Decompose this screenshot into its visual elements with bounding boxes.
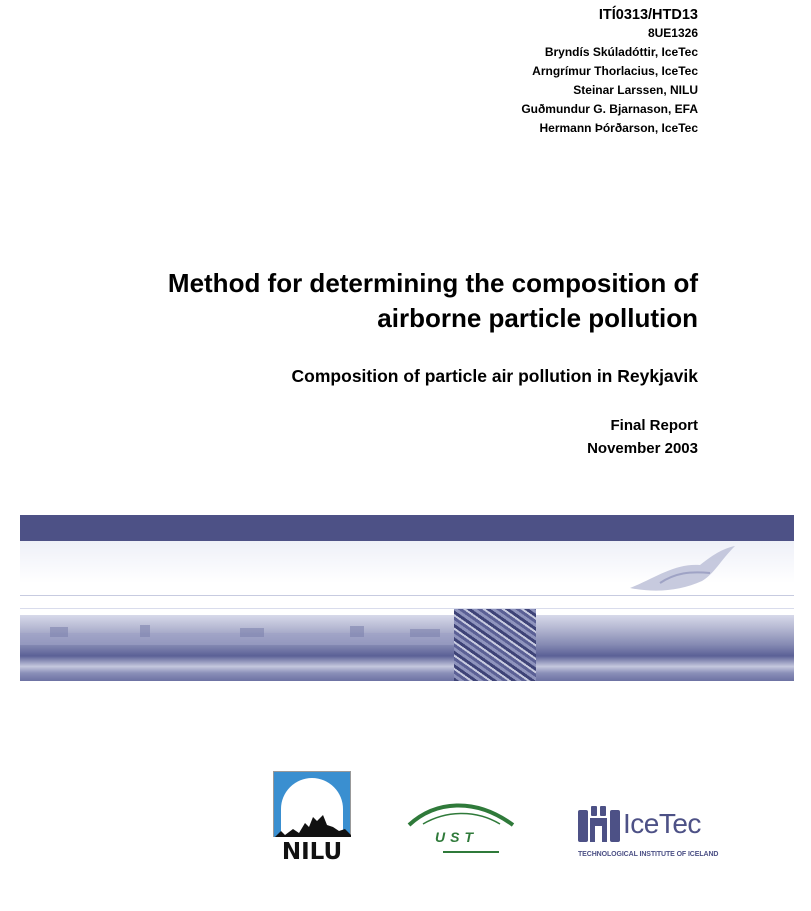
ust-logo-graphic — [405, 795, 517, 860]
author-3: Steinar Larssen, NILU — [573, 83, 698, 97]
author-5: Hermann Þórðarson, IceTec — [539, 121, 698, 135]
banner-texture-image — [454, 609, 536, 681]
report-type: Final Report — [610, 417, 698, 434]
author-4: Guðmundur G. Bjarnason, EFA — [521, 102, 698, 116]
ust-logo-text: UST — [435, 829, 478, 845]
nilu-logo-text: NILU — [273, 837, 351, 867]
report-title-line-1: Method for determining the composition of — [167, 268, 698, 298]
banner-top-bar — [20, 515, 794, 541]
report-date: November 2003 — [587, 440, 698, 457]
author-2: Arngrímur Thorlacius, IceTec — [532, 64, 698, 78]
report-title — [168, 266, 698, 336]
project-code: 8UE1326 — [647, 26, 698, 40]
icetec-logo-mark — [576, 806, 622, 846]
bird-image — [620, 543, 740, 603]
report-id: ITÍ0313/HTD13 — [598, 7, 698, 23]
report-header — [521, 6, 698, 138]
nilu-logo — [273, 771, 351, 867]
author-1: Bryndís Skúladóttir, IceTec — [544, 45, 698, 59]
banner-divider-line — [20, 608, 794, 609]
decorative-banner — [20, 515, 794, 681]
city-skyline-image — [20, 623, 454, 653]
icetec-logo-subtitle: TECHNOLOGICAL INSTITUTE OF ICELAND — [578, 851, 719, 858]
report-title-line-2: airborne particle pollution — [377, 303, 698, 333]
report-subtitle: Composition of particle air pollution in Reykjavik — [291, 366, 698, 386]
icetec-logo-text: IceTec — [623, 808, 701, 839]
ust-logo — [405, 795, 517, 860]
icetec-logo — [576, 806, 719, 866]
